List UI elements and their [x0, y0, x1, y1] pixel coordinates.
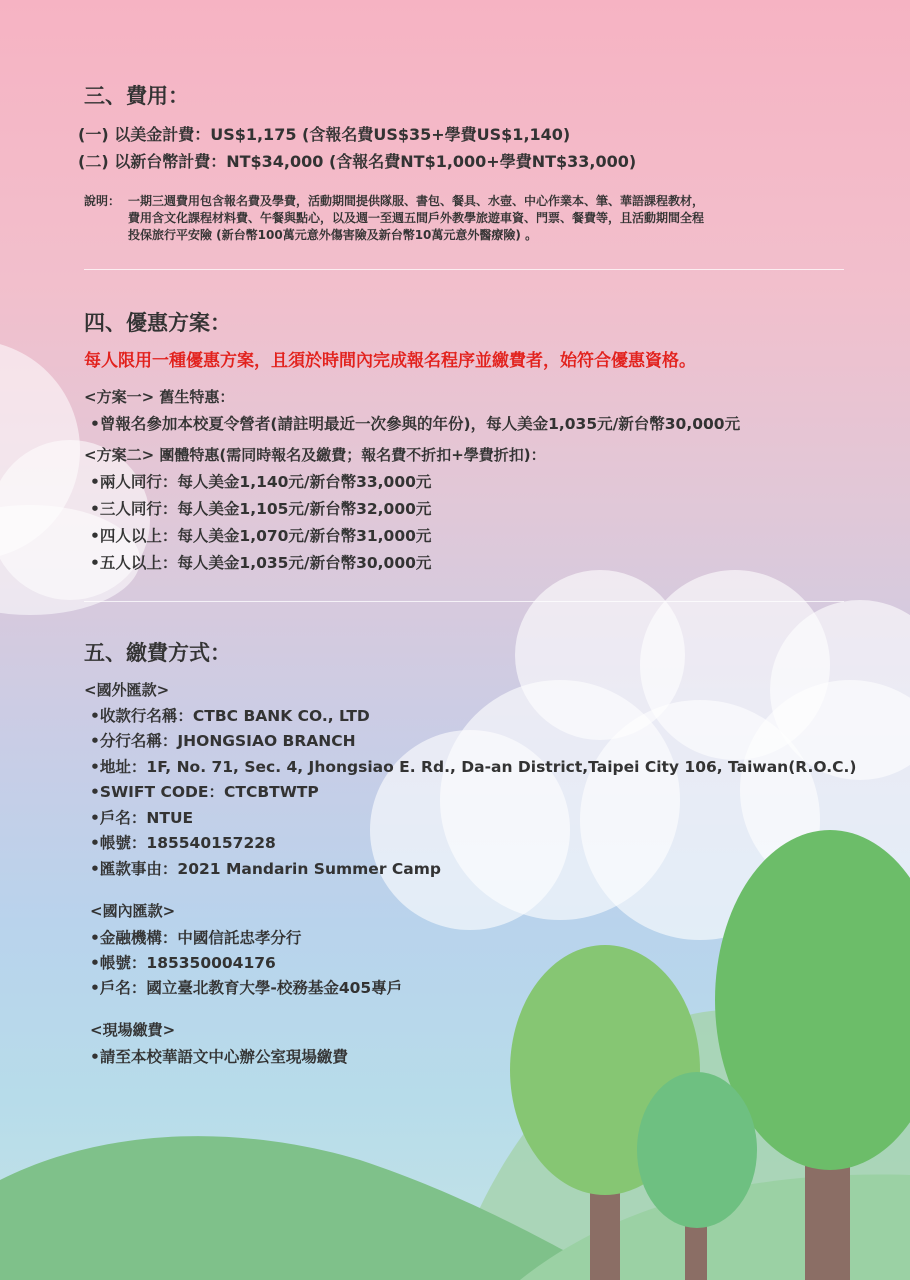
foreign-item: •匯款事由：2021 Mandarin Summer Camp: [90, 860, 441, 878]
plan2-item: •三人同行：每人美金1,105元/新台幣32,000元: [90, 500, 432, 518]
onsite-payment-title: <現場繳費>: [90, 1021, 176, 1039]
plan2-item: •四人以上：每人美金1,070元/新台幣31,000元: [90, 527, 432, 545]
note-label: 說明：: [84, 194, 121, 208]
note-line: 費用含文化課程材料費、午餐與點心，以及週一至週五間戶外教學旅遊車資、門票、餐費等，且活動期間全程: [128, 211, 705, 225]
divider: [84, 269, 844, 270]
foreign-transfer-title: <國外匯款>: [84, 681, 170, 699]
plan2-title: <方案二> 團體特惠(需同時報名及繳費；報名費不折扣+學費折扣)：: [84, 446, 546, 464]
note-line: 投保旅行平安險 (新台幣100萬元意外傷害險及新台幣10萬元意外醫療險) 。: [128, 228, 538, 242]
foreign-item: •SWIFT CODE：CTCBTWTP: [90, 783, 319, 801]
foreign-item: •帳號：185540157228: [90, 834, 276, 852]
plan2-item: •五人以上：每人美金1,035元/新台幣30,000元: [90, 554, 432, 572]
section4-heading: 四、優惠方案：: [84, 311, 231, 335]
foreign-item: •戶名：NTUE: [90, 809, 194, 827]
foreign-item: •收款行名稱：CTBC BANK CO., LTD: [90, 707, 370, 725]
domestic-item: •帳號：185350004176: [90, 954, 276, 972]
foreign-item: •分行名稱：JHONGSIAO BRANCH: [90, 732, 356, 750]
foreign-item: •地址：1F, No. 71, Sec. 4, Jhongsiao E. Rd., Da-an District,Taipei City 106, Taiwan(R.O.C.): [90, 758, 857, 776]
domestic-item: •金融機構：中國信託忠孝分行: [90, 929, 302, 947]
section3-heading: 三、費用：: [84, 84, 189, 108]
plan1-item: •曾報名參加本校夏令營者(請註明最近一次參與的年份)，每人美金1,035元/新台幣30,000元: [90, 415, 741, 433]
note-line: 一期三週費用包含報名費及學費，活動期間提供隊服、書包、餐具、水壺、中心作業本、筆、華語課程教材，: [128, 194, 705, 208]
divider: [84, 601, 844, 602]
section5-heading: 五、繳費方式：: [84, 641, 231, 665]
fee-usd: (一) 以美金計費：US$1,175 (含報名費US$35+學費US$1,140): [78, 125, 571, 144]
domestic-transfer-title: <國內匯款>: [90, 902, 176, 920]
onsite-item: •請至本校華語文中心辦公室現場繳費: [90, 1048, 348, 1066]
discount-notice: 每人限用一種優惠方案，且須於時間內完成報名程序並繳費者，始符合優惠資格。: [84, 351, 696, 371]
fee-twd: (二) 以新台幣計費：NT$34,000 (含報名費NT$1,000+學費NT$33,000): [78, 152, 637, 171]
plan1-title: <方案一> 舊生特惠：: [84, 388, 235, 406]
plan2-item: •兩人同行：每人美金1,140元/新台幣33,000元: [90, 473, 432, 491]
domestic-item: •戶名：國立臺北教育大學-校務基金405專戶: [90, 979, 403, 997]
